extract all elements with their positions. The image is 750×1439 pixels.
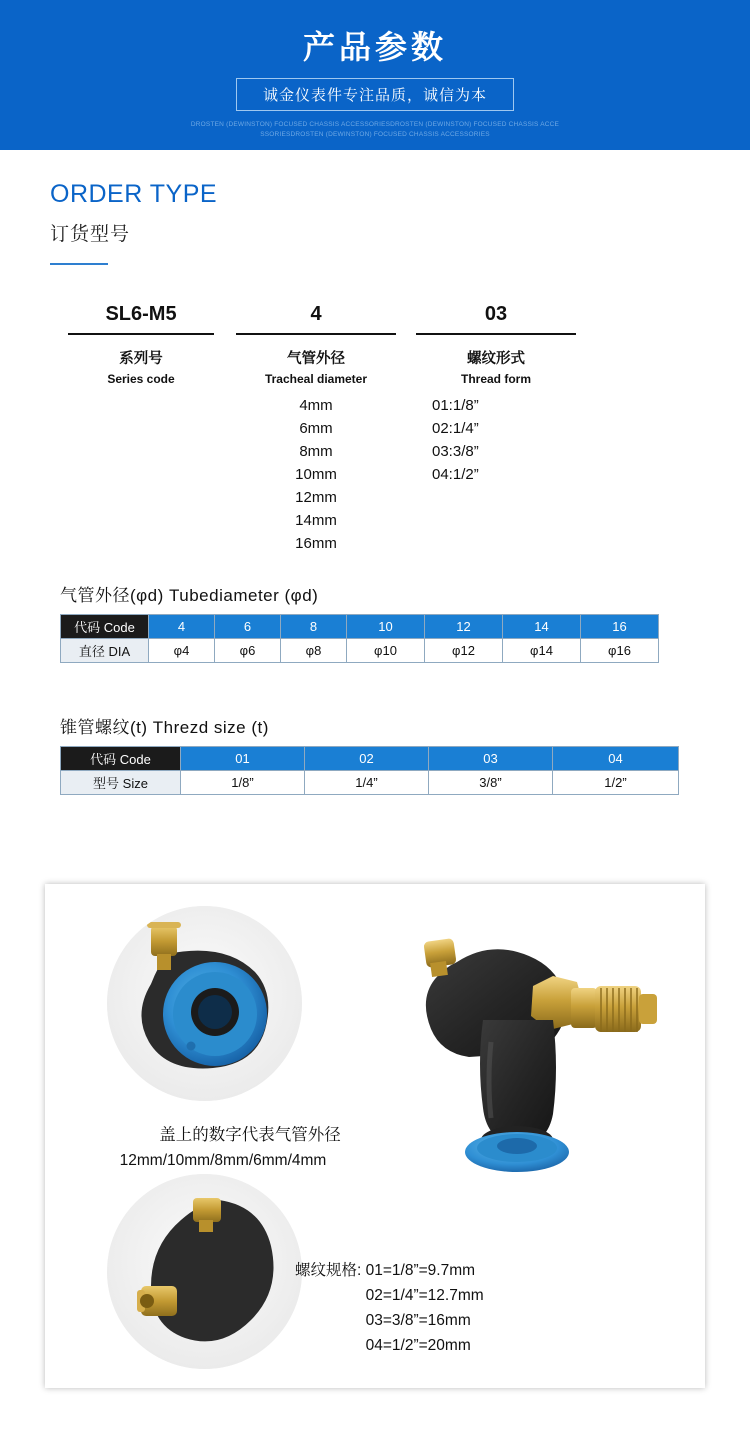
list-item: 04:1/2” — [432, 466, 479, 483]
tube-label-en: Tracheal diameter — [264, 372, 368, 386]
thread-spec-note — [295, 1258, 484, 1358]
product-photo-main — [365, 902, 695, 1232]
table-cell: 1/8” — [181, 771, 305, 795]
product-photo-thread-view — [107, 1174, 302, 1369]
table-cell: 8 — [281, 615, 347, 639]
table-cell: 04 — [553, 747, 679, 771]
table-cell: φ10 — [347, 639, 425, 663]
table-cell: φ8 — [281, 639, 347, 663]
table-cell: 12 — [425, 615, 503, 639]
series-code-value: SL6-M5 — [68, 303, 214, 335]
tube-diameter-table — [60, 614, 659, 663]
thread-label-en: Thread form — [460, 372, 531, 386]
thread-spec-note-label: 螺纹规格: — [295, 1262, 362, 1279]
list-item: 14mm — [295, 512, 337, 529]
table-row — [61, 615, 659, 639]
list-item: 4mm — [299, 397, 333, 414]
list-item: 02:1/4” — [432, 420, 479, 437]
tube-dia-row-label: 直径 DIA — [61, 639, 149, 663]
order-type-title-cn: 订货型号 — [50, 224, 131, 245]
tube-label-cn: 气管外径 — [287, 351, 345, 367]
tube-code-value: 4 — [236, 303, 396, 335]
list-item: 03:3/8” — [432, 443, 479, 460]
title-underline — [50, 263, 108, 265]
table-row — [61, 747, 679, 771]
order-type-section — [0, 180, 750, 265]
thread-size-row-label: 型号 Size — [61, 771, 181, 795]
table-row — [61, 639, 659, 663]
table-cell: 02 — [305, 747, 429, 771]
order-type-title-en: ORDER TYPE — [50, 180, 218, 208]
series-label-cn: 系列号 — [119, 351, 163, 367]
banner-fineprint — [0, 120, 750, 140]
table-cell: φ4 — [149, 639, 215, 663]
thread-spec-note-rows — [366, 1258, 484, 1358]
table-row — [61, 771, 679, 795]
page-banner — [0, 0, 750, 150]
list-item: 16mm — [295, 535, 337, 552]
banner-title: 产品参数 — [302, 29, 447, 65]
table-cell: φ14 — [503, 639, 581, 663]
table-cell: 03 — [429, 747, 553, 771]
tube-size-list — [236, 394, 396, 555]
table-cell: 16 — [581, 615, 659, 639]
order-code-column-tube — [236, 303, 396, 555]
thread-code-row-label: 代码 Code — [61, 747, 181, 771]
thread-size-table — [60, 746, 679, 795]
list-item: 02=1/4”=12.7mm — [365, 1287, 484, 1304]
thread-size-block — [60, 713, 750, 795]
thread-code-value: 03 — [416, 303, 576, 335]
product-photo-front-view — [107, 906, 302, 1101]
table-cell: 6 — [215, 615, 281, 639]
thread-form-list — [416, 394, 576, 486]
series-label-en: Series code — [107, 372, 175, 386]
table-cell: 10 — [347, 615, 425, 639]
banner-fineprint-line-1: DROSTEN (DEWINSTON) FOCUSED CHASSIS ACCESSORIESDROSTEN (DEWINSTON) FOCUSED CHASSIS ACCE — [190, 121, 560, 129]
list-item: 03=3/8”=16mm — [365, 1312, 471, 1329]
table-cell: 4 — [149, 615, 215, 639]
product-photo-panel — [45, 884, 705, 1388]
tube-diameter-caption: 气管外径(φd) Tubediameter (φd) — [60, 586, 319, 605]
table-cell: φ6 — [215, 639, 281, 663]
order-code-column-series — [68, 303, 214, 386]
banner-subtitle: 诚金仪表件专注品质，诚信为本 — [236, 78, 514, 111]
order-code-breakdown — [68, 303, 750, 555]
list-item: 10mm — [295, 466, 337, 483]
table-cell: 01 — [181, 747, 305, 771]
list-item: 01=1/8”=9.7mm — [365, 1262, 476, 1279]
list-item: 01:1/8” — [432, 397, 479, 414]
table-cell: 1/2” — [553, 771, 679, 795]
tube-code-row-label: 代码 Code — [61, 615, 149, 639]
thread-label-cn: 螺纹形式 — [467, 351, 525, 367]
photo-caption-sizes: 12mm/10mm/8mm/6mm/4mm — [119, 1152, 327, 1169]
list-item: 6mm — [299, 420, 333, 437]
photo-caption-cn: 盖上的数字代表气管外径 — [159, 1126, 341, 1144]
thread-size-caption: 锥管螺纹(t) Threzd size (t) — [60, 718, 269, 737]
table-cell: φ12 — [425, 639, 503, 663]
tube-diameter-block — [60, 581, 750, 663]
banner-fineprint-line-2: SSORIESDROSTEN (DEWINSTON) FOCUSED CHASSIS ACCESSORIES — [260, 131, 490, 139]
table-cell: φ16 — [581, 639, 659, 663]
table-cell: 1/4” — [305, 771, 429, 795]
table-cell: 14 — [503, 615, 581, 639]
list-item: 12mm — [295, 489, 337, 506]
list-item: 8mm — [299, 443, 333, 460]
list-item: 04=1/2”=20mm — [365, 1337, 471, 1354]
table-cell: 3/8” — [429, 771, 553, 795]
order-code-column-thread — [416, 303, 576, 486]
